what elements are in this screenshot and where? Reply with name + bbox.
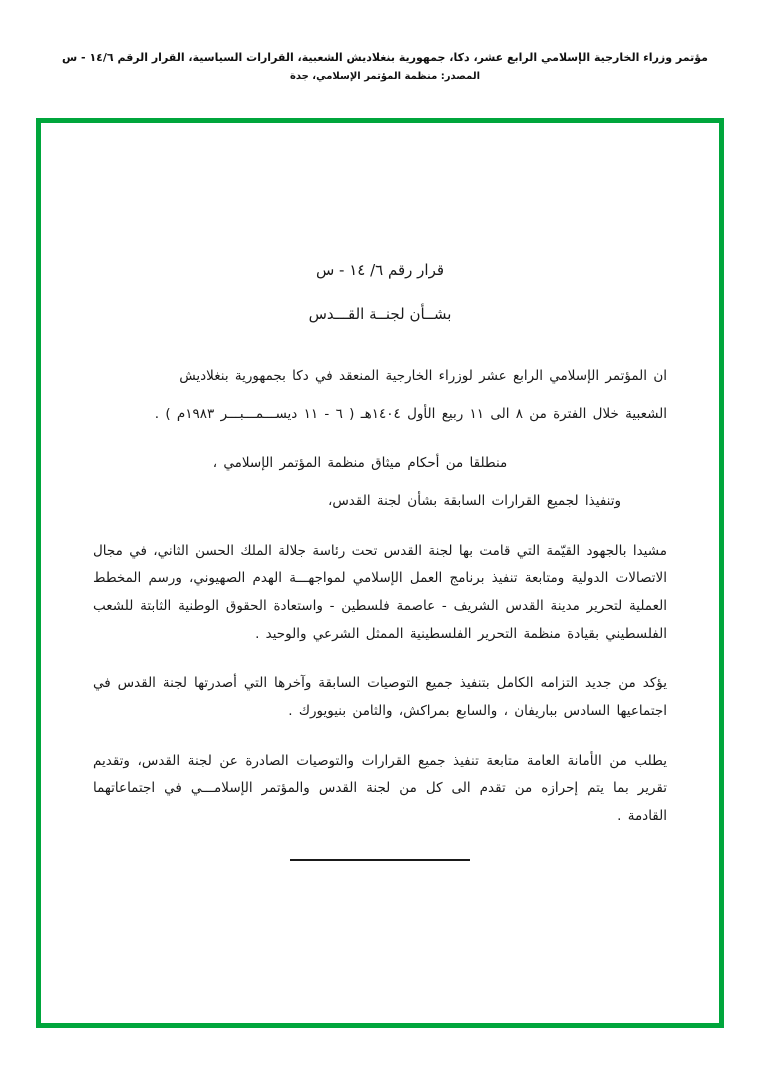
end-of-text-rule [290,859,470,861]
decision-number: قرار رقم ٦/ ١٤ - س [315,261,445,279]
paragraph-4: وتنفيذا لجميع القرارات السابقة بشأن لجنة القدس، [327,493,621,510]
paragraph-5: مشيدا بالجهود القيّمة التي قامت بها لجنة القدس تحت رئاسة جلالة الملك الحسن الثاني، في مجال الاتصالات الدولية ومتابعة تنفيذ برنامج العمل الإسلامي لمواجهـــة الهدم الصهيوني، ورسم المخطط العملية لتحرير مدينة القدس الشريف - عاصمة فلسطين - واستعادة الحقوق الوطنية الثابتة للشعب الفلسطيني بقيادة منظمة التحرير الفلسطينية الممثل الشرعي والوحيد . [93,542,667,642]
paragraph-1: ان المؤتمر الإسلامي الرابع عشر لوزراء الخارجية المنعقد في دكا بجمهورية بنغلاديش [179,368,667,384]
decision-subject: بشــأن لجنــة القـــدس [308,305,452,323]
header-title-line: مؤتمر وزراء الخارجية الإسلامي الرابع عشر، دكا، جمهورية بنغلاديش الشعبية، القرارات السياسية، القرار الرقم ١٤/٦ - س [62,51,708,64]
decision-title-block [93,123,667,323]
document-page-content [41,123,719,1023]
paragraph-3: منطلقا من أحكام ميثاق منظمة المؤتمر الإسلامي ، [212,455,508,472]
document-page-frame [36,118,724,1028]
header-source-line: المصدر: منظمة المؤتمر الإسلامي، جدة [289,71,481,83]
paragraph-7: يطلب من الأمانة العامة متابعة تنفيذ جميع القرارات والتوصيات الصادرة عن لجنة القدس، وتقديم تقرير بما يتم إحرازه من تقدم الى كل من لجنة القدس والمؤتمر الإسلامـــي في اجتماعاتهما القادمة . [93,752,667,825]
document-header [35,0,735,82]
paragraph-2: الشعبية خلال الفترة من ٨ الى ١١ ربيع الأول ١٤٠٤هـ ( ٦ - ١١ ديســـمـــبـــر ١٩٨٣م ) . [154,405,667,422]
paragraph-6: يؤكد من جديد التزامه الكامل بتنفيذ جميع التوصيات السابقة وآخرها التي أصدرتها لجنة القدس في اجتماعيها السادس بباريفان ، والسابع بمراكش، والثامن بنيويورك . [93,675,667,720]
decision-body [93,363,667,831]
